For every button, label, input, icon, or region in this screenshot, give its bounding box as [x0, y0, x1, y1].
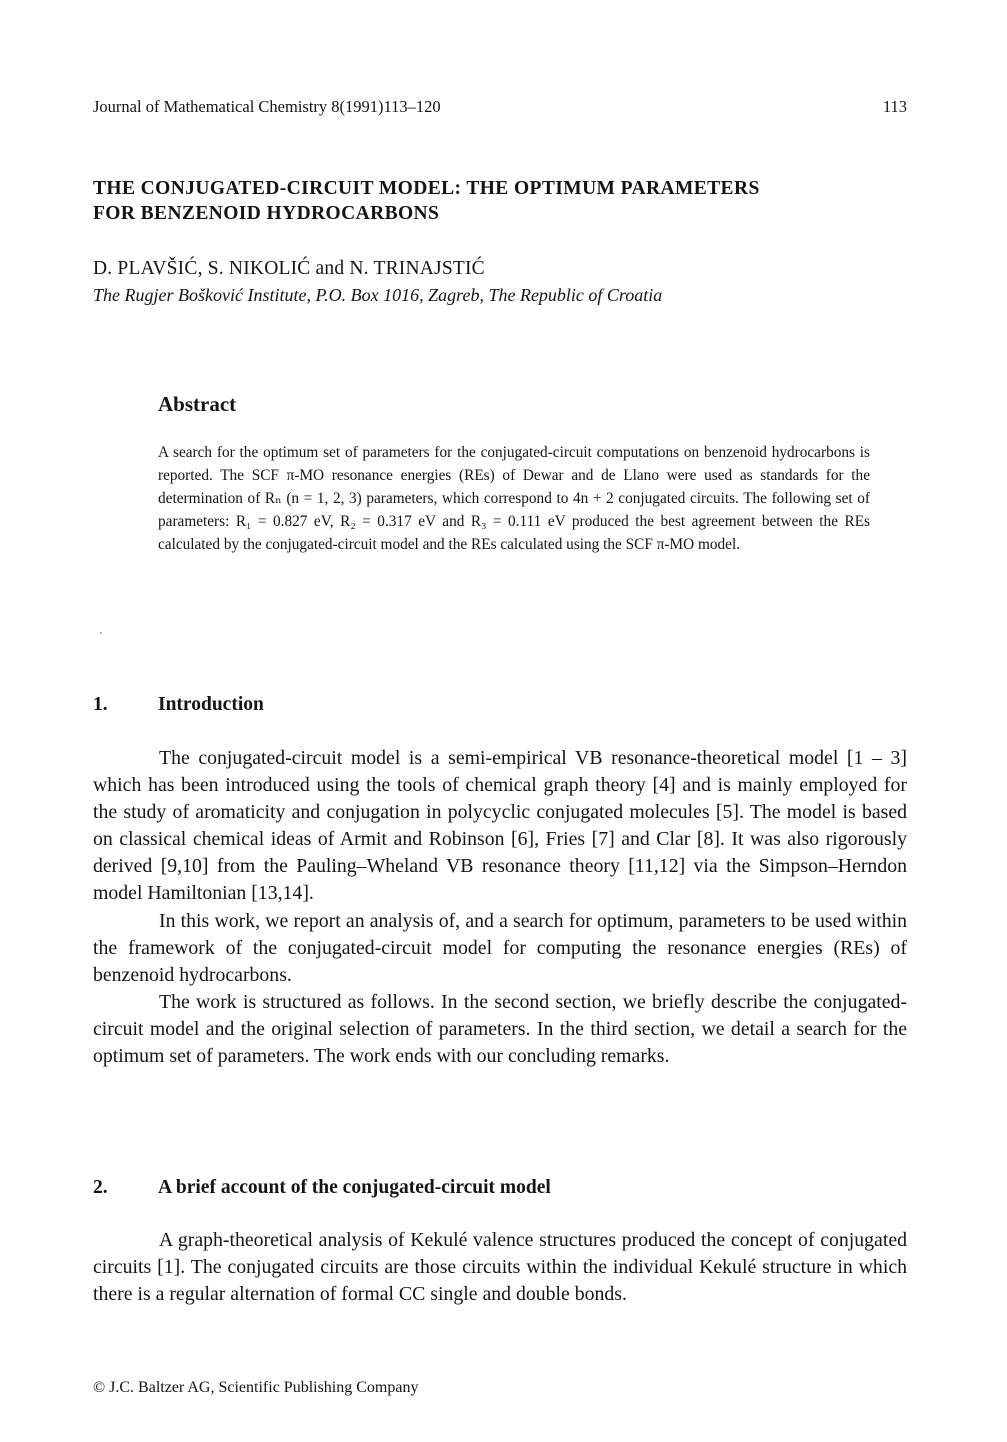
abstract-body [158, 441, 870, 556]
copyright-footer: © J.C. Baltzer AG, Scientific Publishing Company [93, 1379, 419, 1396]
page-number: 113 [882, 97, 907, 116]
author-list: D. PLAVŠIĆ, S. NIKOLIĆ and N. TRINAJSTIĆ [93, 258, 485, 279]
section-number: 1. [93, 694, 108, 715]
paragraph: The work is structured as follows. In the second section, we briefly describe the conjugated-circuit model and the original selection of parameters. In the third section, we detail a search for the optimum set of parameters. The work ends with our concluding remarks. [93, 990, 907, 1068]
abstract-heading: Abstract [158, 392, 237, 416]
title-line-1: THE CONJUGATED-CIRCUIT MODEL: THE OPTIMUM PARAMETERS [93, 178, 760, 199]
paragraph: In this work, we report an analysis of, and a search for optimum, parameters to be used within the framework of the conjugated-circuit model for computing the resonance energies (REs) of benzenoid hydrocarbons. [93, 909, 907, 986]
speck-mark [100, 632, 102, 634]
section-title: A brief account of the conjugated-circuit model [158, 1177, 551, 1198]
affiliation: The Rugjer Bošković Institute, P.O. Box 1016, Zagreb, The Republic of Croatia [93, 285, 663, 305]
section-number: 2. [93, 1177, 108, 1198]
paper-title [93, 176, 913, 226]
running-head [93, 97, 907, 117]
paragraph: A graph-theoretical analysis of Kekulé valence structures produced the concept of conjugated circuits [1]. The conjugated circuits are those circuits within the individual Kekulé structure in which there is a regular alternation of formal CC single and double bonds. [93, 1229, 907, 1306]
title-line-2: FOR BENZENOID HYDROCARBONS [93, 203, 440, 224]
journal-citation: Journal of Mathematical Chemistry 8(1991)113–120 [93, 97, 441, 116]
abstract-paragraph: A search for the optimum set of parameters for the conjugated-circuit computations on benzenoid hydrocarbons is reported. The SCF π-MO resonance energies (REs) of Dewar and de Llano were used as standards for the determination of Rₙ (n = 1, 2, 3) parameters, which correspond to 4n + 2 conjugated circuits. The following set of parameters: R₁ = 0.827 eV, R₂ = 0.317 eV and R₃ = 0.111 eV produced the best agreement between the REs calculated by the conjugated-circuit model and the REs calculated using the SCF π-MO model. [158, 444, 870, 553]
section-title: Introduction [158, 694, 264, 715]
section-1-body [93, 745, 907, 1070]
section-2-body [93, 1227, 907, 1308]
paragraph: The conjugated-circuit model is a semi-empirical VB resonance-theoretical model [1 – 3] which has been introduced using the tools of chemical graph theory [4] and is mainly employed for the study of aromaticity and conjugation in polycyclic conjugated molecules [5]. The model is based on classical chemical ideas of Armit and Robinson [6], Fries [7] and Clar [8]. It was also rigorously derived [9,10] from the Pauling–Wheland VB resonance theory [11,12] via the Simpson–Herndon model Hamiltonian [13,14]. [93, 747, 907, 905]
